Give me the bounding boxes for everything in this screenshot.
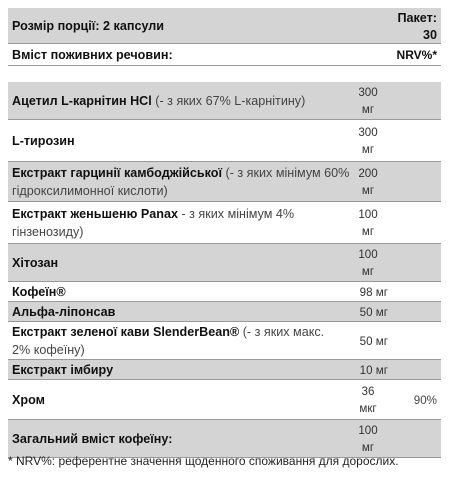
- amount-unit: мг: [361, 265, 375, 278]
- table-row: [8, 282, 441, 302]
- amount: 10 мг: [359, 364, 388, 377]
- amount-value: 200: [358, 167, 378, 180]
- amount-unit: мг: [361, 143, 375, 156]
- header-content-row: [8, 44, 441, 66]
- amount: 50 мг: [359, 335, 388, 348]
- content-label: Вміст поживних речовин:: [12, 48, 173, 62]
- amount-value: 300: [358, 126, 378, 139]
- amount-value: 36: [361, 385, 375, 398]
- ingredient-name: Хітозан: [12, 256, 59, 270]
- amount: 98 мг: [359, 286, 388, 299]
- nrv-value: 90%: [413, 394, 437, 407]
- nrv-footnote: * NRV%: референтне значення щоденного споживання для дорослих.: [8, 454, 399, 468]
- amount-unit: мкг: [359, 402, 377, 415]
- amount-unit: мг: [361, 225, 375, 238]
- amount-unit: мг: [361, 441, 375, 454]
- amount: 50 мг: [359, 306, 388, 319]
- package-label: Пакет:: [397, 11, 437, 25]
- ingredient-note: (- з яких 67% L-карнітину): [155, 94, 306, 108]
- header-serving-row: [8, 8, 441, 44]
- ingredient-name: L-тирозин: [12, 134, 75, 148]
- package-info: [397, 10, 437, 44]
- table-row: [8, 162, 441, 202]
- package-value: 30: [422, 28, 437, 42]
- ingredient-note: (- з яких мінімум 60% гідроксилимонної кислоти): [12, 166, 350, 198]
- table-row: [8, 420, 441, 458]
- amount-unit: мг: [361, 103, 375, 116]
- table-row: [8, 360, 441, 380]
- ingredient-name: Екстракт гарцинії камбоджійської: [12, 166, 222, 180]
- ingredient-name: Екстракт зеленої кави SlenderBean®: [12, 325, 240, 339]
- ingredient-name: Екстракт імбиру: [12, 363, 114, 377]
- nrv-header: NRV%*: [396, 48, 437, 62]
- amount-value: 100: [358, 424, 378, 437]
- ingredient-name: Альфа-ліпонсав: [12, 305, 116, 319]
- table-row: [8, 120, 441, 162]
- amount-value: 100: [358, 248, 378, 261]
- ingredient-note: - з яких мінімум 4% гінзенозиду): [12, 207, 295, 239]
- table-row: [8, 302, 441, 322]
- amount-value: 100: [358, 208, 378, 221]
- table-row: [8, 380, 441, 420]
- serving-size: Розмір порції: 2 капсули: [12, 19, 165, 33]
- ingredient-name: Загальний вміст кофеїну:: [12, 432, 173, 446]
- ingredient-name: Хром: [12, 393, 45, 407]
- table-row: [8, 82, 441, 120]
- table-row: [8, 244, 441, 282]
- table-row: [8, 202, 441, 244]
- ingredient-name: Кофеїн®: [12, 285, 66, 299]
- ingredient-name: Екстракт женьшеню Panax: [12, 207, 178, 221]
- amount-value: 300: [358, 86, 378, 99]
- ingredient-note: (- з яких макс. 2% кофеїну): [12, 325, 325, 357]
- table-row: [8, 322, 441, 360]
- ingredient-name: Ацетил L-карнітин HCl: [12, 94, 152, 108]
- amount-unit: мг: [361, 184, 375, 197]
